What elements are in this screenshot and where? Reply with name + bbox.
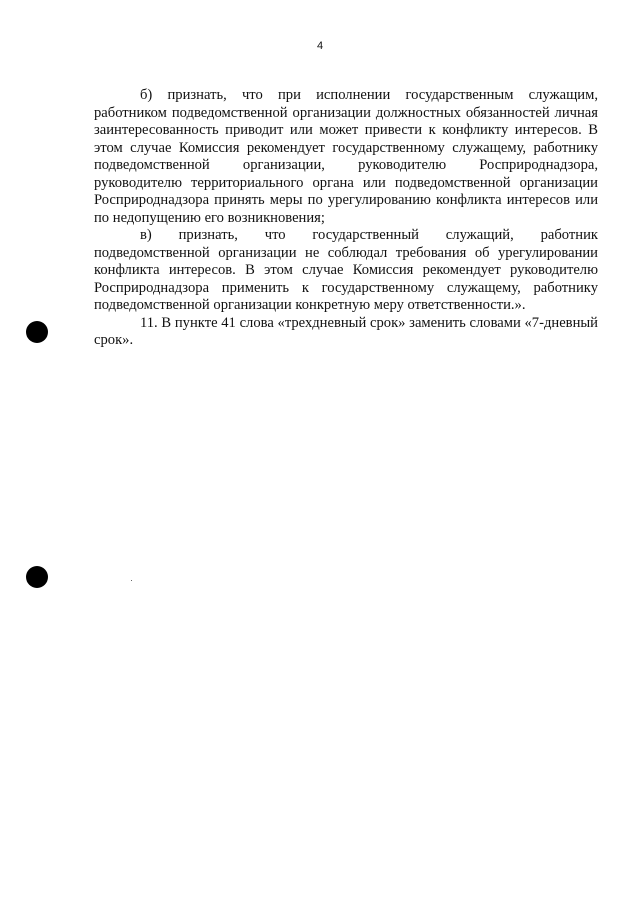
paragraph-v: в) признать, что государственный служащий, работник подведомственной организации не соблюдал требования об урегулировании конфликта интересов. В этом случае Комиссия рекомендует руководителю Росприроднадзора применить к государственному служащему, работнику подведомственной организации конкретную меру ответственности.». <box>94 227 598 313</box>
paragraph-11: 11. В пункте 41 слова «трехдневный срок» заменить словами «7-дневный срок». <box>94 314 598 348</box>
scan-speck <box>131 580 132 581</box>
punch-hole-bottom <box>26 566 48 588</box>
document-body <box>94 87 598 350</box>
page-number: 4 <box>316 40 324 52</box>
punch-hole-top <box>26 321 48 343</box>
paragraph-b: б) признать, что при исполнении государственным служащим, работником подведомственной организации должностных обязанностей личная заинтересованность приводит или может привести к конфликту интересов. В этом случае Комиссия рекомендует государственному служащему, работнику подведомственной организации, руководителю Росприроднадзора, руководителю территориального органа или подведомственной организации Росприроднадзора принять меры по урегулированию конфликта интересов или по недопущению его возникновения; <box>94 87 598 226</box>
